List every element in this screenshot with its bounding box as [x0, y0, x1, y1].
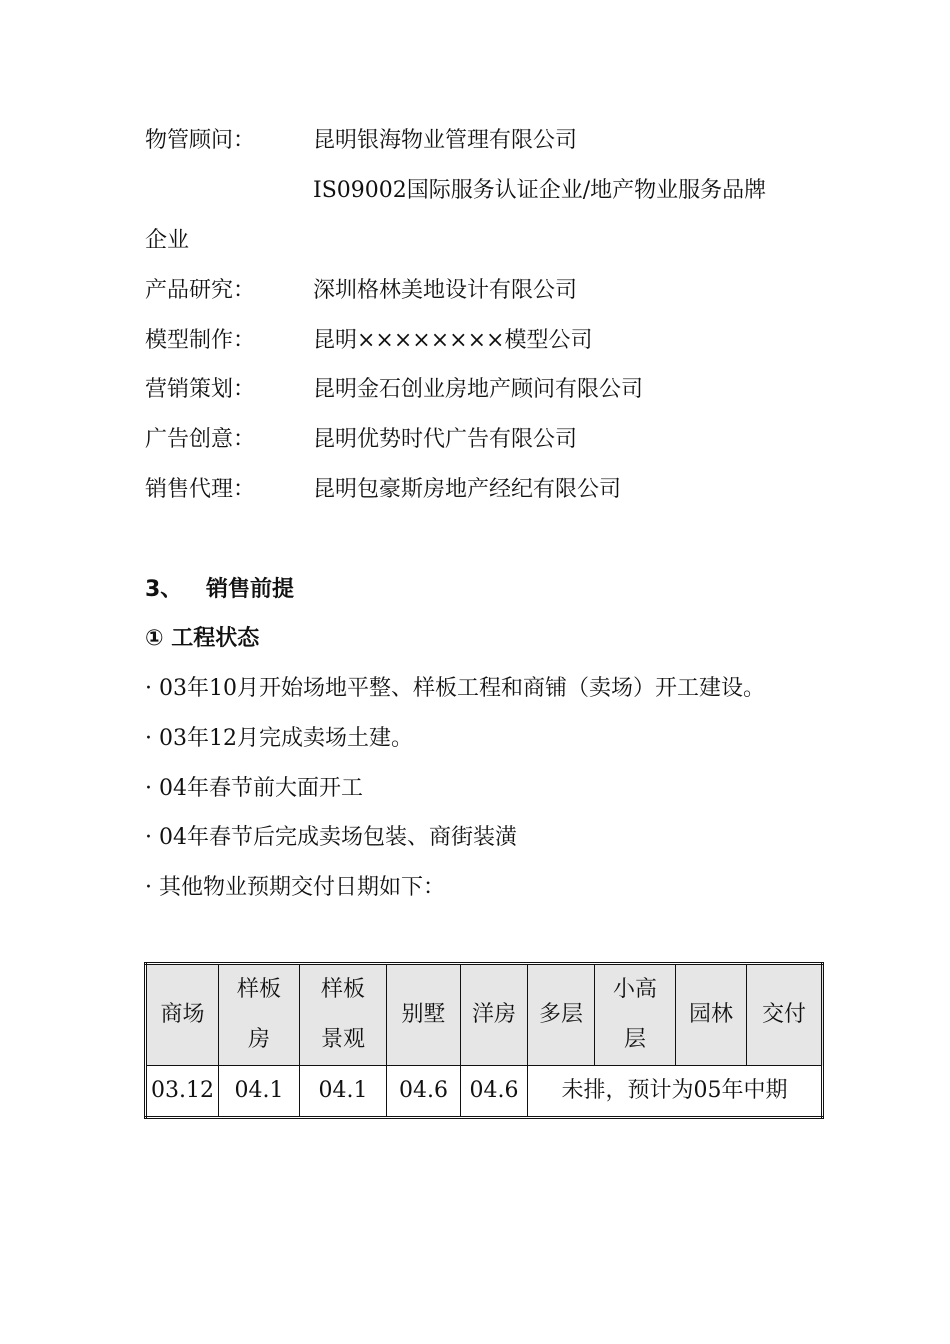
consultant-value-model: 昆明××××××××模型公司: [313, 328, 593, 353]
cell-merged-note: 未排，预计为05年中期: [527, 1066, 822, 1118]
bullet-item: · 其他物业预期交付日期如下：: [145, 875, 445, 900]
consultant-label-advertising: 广告创意：: [145, 427, 256, 452]
header-cell-delivery: 交付: [746, 964, 822, 1066]
table-header-row: [146, 964, 823, 1066]
consultant-label-marketing: 营销策划：: [145, 377, 256, 402]
consultant-value-product: 深圳格林美地设计有限公司: [313, 278, 578, 303]
property-note-line2: 企业: [145, 228, 190, 253]
header-cell-multi-storey: 多层: [527, 964, 594, 1066]
header-cell-garden: 园林: [675, 964, 746, 1066]
header-cell-townhouse: 洋房: [460, 964, 527, 1066]
header-cell-small-highrise: 小高 层: [594, 964, 675, 1066]
header-cell-sample-house: 样板 房: [218, 964, 299, 1066]
property-note-line1: IS09002国际服务认证企业/地产物业服务品牌: [313, 178, 767, 203]
bullet-item: · 04年春节前大面开工: [145, 776, 363, 801]
cell-townhouse-date: 04.6: [460, 1066, 527, 1118]
bullet-item: · 03年10月开始场地平整、样板工程和商铺（卖场）开工建设。: [145, 676, 765, 701]
consultant-value-marketing: 昆明金石创业房地产顾问有限公司: [313, 377, 644, 402]
consultant-label-model: 模型制作：: [145, 328, 256, 353]
consultant-label-property: 物管顾问：: [145, 128, 256, 153]
consultant-value-property: 昆明银海物业管理有限公司: [313, 128, 578, 153]
cell-sample-house-date: 04.1: [218, 1066, 299, 1118]
consultant-value-sales: 昆明包豪斯房地产经纪有限公司: [313, 477, 622, 502]
cell-mall-date: 03.12: [146, 1066, 219, 1118]
table-row: [146, 1066, 823, 1118]
header-cell-sample-landscape: 样板 景观: [299, 964, 386, 1066]
bullet-item: · 03年12月完成卖场土建。: [145, 726, 413, 751]
section-number: 3、: [145, 577, 183, 602]
header-cell-mall: 商场: [146, 964, 219, 1066]
cell-sample-landscape-date: 04.1: [299, 1066, 386, 1118]
consultant-label-product: 产品研究：: [145, 278, 256, 303]
header-cell-villa: 别墅: [386, 964, 460, 1066]
bullet-item: · 04年春节后完成卖场包装、商街装潢: [145, 825, 517, 850]
section-subheading: ① 工程状态: [145, 626, 260, 651]
section-title: 销售前提: [206, 577, 295, 602]
consultant-label-sales: 销售代理：: [145, 477, 256, 502]
consultant-value-advertising: 昆明优势时代广告有限公司: [313, 427, 578, 452]
delivery-schedule-table: [144, 962, 824, 1119]
cell-villa-date: 04.6: [386, 1066, 460, 1118]
